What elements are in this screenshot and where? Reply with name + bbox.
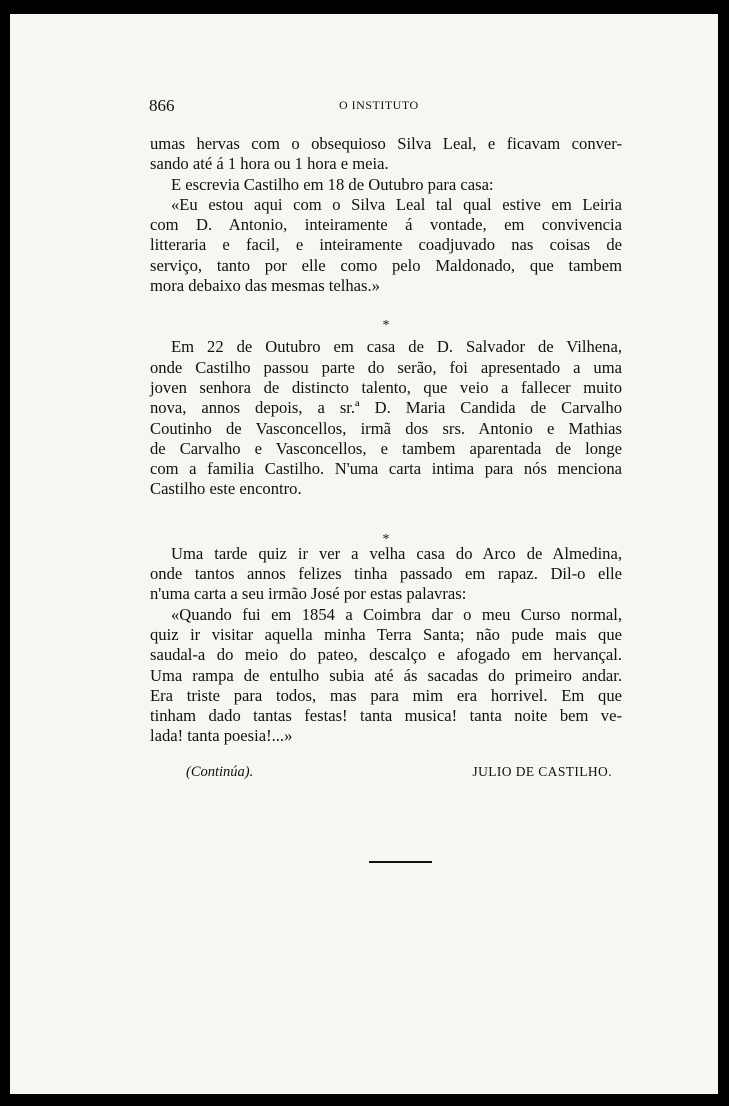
text-line: com D. Antonio, inteiramente á vontade, em convivencia bbox=[150, 215, 622, 235]
text-line: n'uma carta a seu irmão José por estas palavras: bbox=[150, 584, 467, 604]
book-page bbox=[10, 14, 718, 1094]
continua-note: (Continúa). bbox=[186, 764, 254, 780]
page-header bbox=[149, 96, 449, 120]
closing-rule bbox=[369, 861, 432, 863]
page-number: 866 bbox=[149, 96, 175, 115]
paragraph-2 bbox=[150, 175, 622, 195]
paragraph-1 bbox=[150, 134, 622, 175]
text-line: Uma tarde quiz ir ver a velha casa do Arco de Almedina, bbox=[171, 543, 622, 563]
text-line: de Carvalho e Vasconcellos, e tambem aparentada de longe bbox=[150, 438, 622, 458]
running-head: O INSTITUTO bbox=[339, 98, 419, 112]
paragraph-3-quote bbox=[150, 195, 622, 296]
text-line: «Eu estou aqui com o Silva Leal tal qual estive em Leiria bbox=[171, 194, 622, 214]
text-line: E escrevia Castilho em 18 de Outubro para casa: bbox=[171, 174, 494, 194]
text-line: lada! tanta poesia!...» bbox=[150, 726, 293, 746]
paragraph-6-quote bbox=[150, 605, 622, 747]
text-line: «Quando fui em 1854 a Coimbra dar o meu Curso normal, bbox=[171, 604, 622, 624]
text-line: quiz ir visitar aquella minha Terra Santa; não pude mais que bbox=[150, 624, 622, 644]
text-line: Era triste para todos, mas para mim era horrivel. Em que bbox=[150, 685, 622, 705]
body-text bbox=[150, 134, 622, 780]
text-line: nova, annos depois, a sr.ª D. Maria Candida de Carvalho bbox=[150, 398, 622, 418]
text-line: joven senhora de distincto talento, que veio a fallecer muito bbox=[150, 377, 622, 397]
text-line: serviço, tanto por elle como pelo Maldonado, que tambem bbox=[150, 255, 622, 275]
text-line: onde Castilho passou parte do serão, foi apresentado a uma bbox=[150, 357, 622, 377]
author-signature: JULIO DE CASTILHO. bbox=[472, 764, 612, 779]
footer-row bbox=[186, 762, 612, 782]
paragraph-4 bbox=[150, 337, 622, 499]
text-line: Castilho este encontro. bbox=[150, 479, 302, 499]
text-line: umas hervas com o obsequioso Silva Leal, e ficavam conver- bbox=[150, 134, 622, 153]
text-line: tinham dado tantas festas! tanta musica! tanta noite bem ve- bbox=[150, 706, 622, 726]
text-line: litteraria e facil, e inteiramente coadjuvado nas coisas de bbox=[150, 235, 622, 255]
text-line: Em 22 de Outubro em casa de D. Salvador de Vilhena, bbox=[171, 337, 622, 357]
text-line: com a familia Castilho. N'uma carta intima para nós menciona bbox=[150, 459, 622, 479]
text-line: Coutinho de Vasconcellos, irmã dos srs. Antonio e Mathias bbox=[150, 418, 622, 438]
text-line: onde tantos annos felizes tinha passado em rapaz. Dil-o elle bbox=[150, 564, 622, 584]
text-line: sando até á 1 hora ou 1 hora e meia. bbox=[150, 154, 389, 174]
paragraph-5 bbox=[150, 544, 622, 605]
section-separator: * bbox=[382, 532, 390, 547]
section-separator: * bbox=[382, 318, 390, 333]
text-line: Uma rampa de entulho subia até ás sacadas do primeiro andar. bbox=[150, 665, 622, 685]
text-line: mora debaixo das mesmas telhas.» bbox=[150, 276, 380, 296]
text-line: saudal-a do meio do pateo, descalço e afogado em hervançal. bbox=[150, 645, 622, 665]
